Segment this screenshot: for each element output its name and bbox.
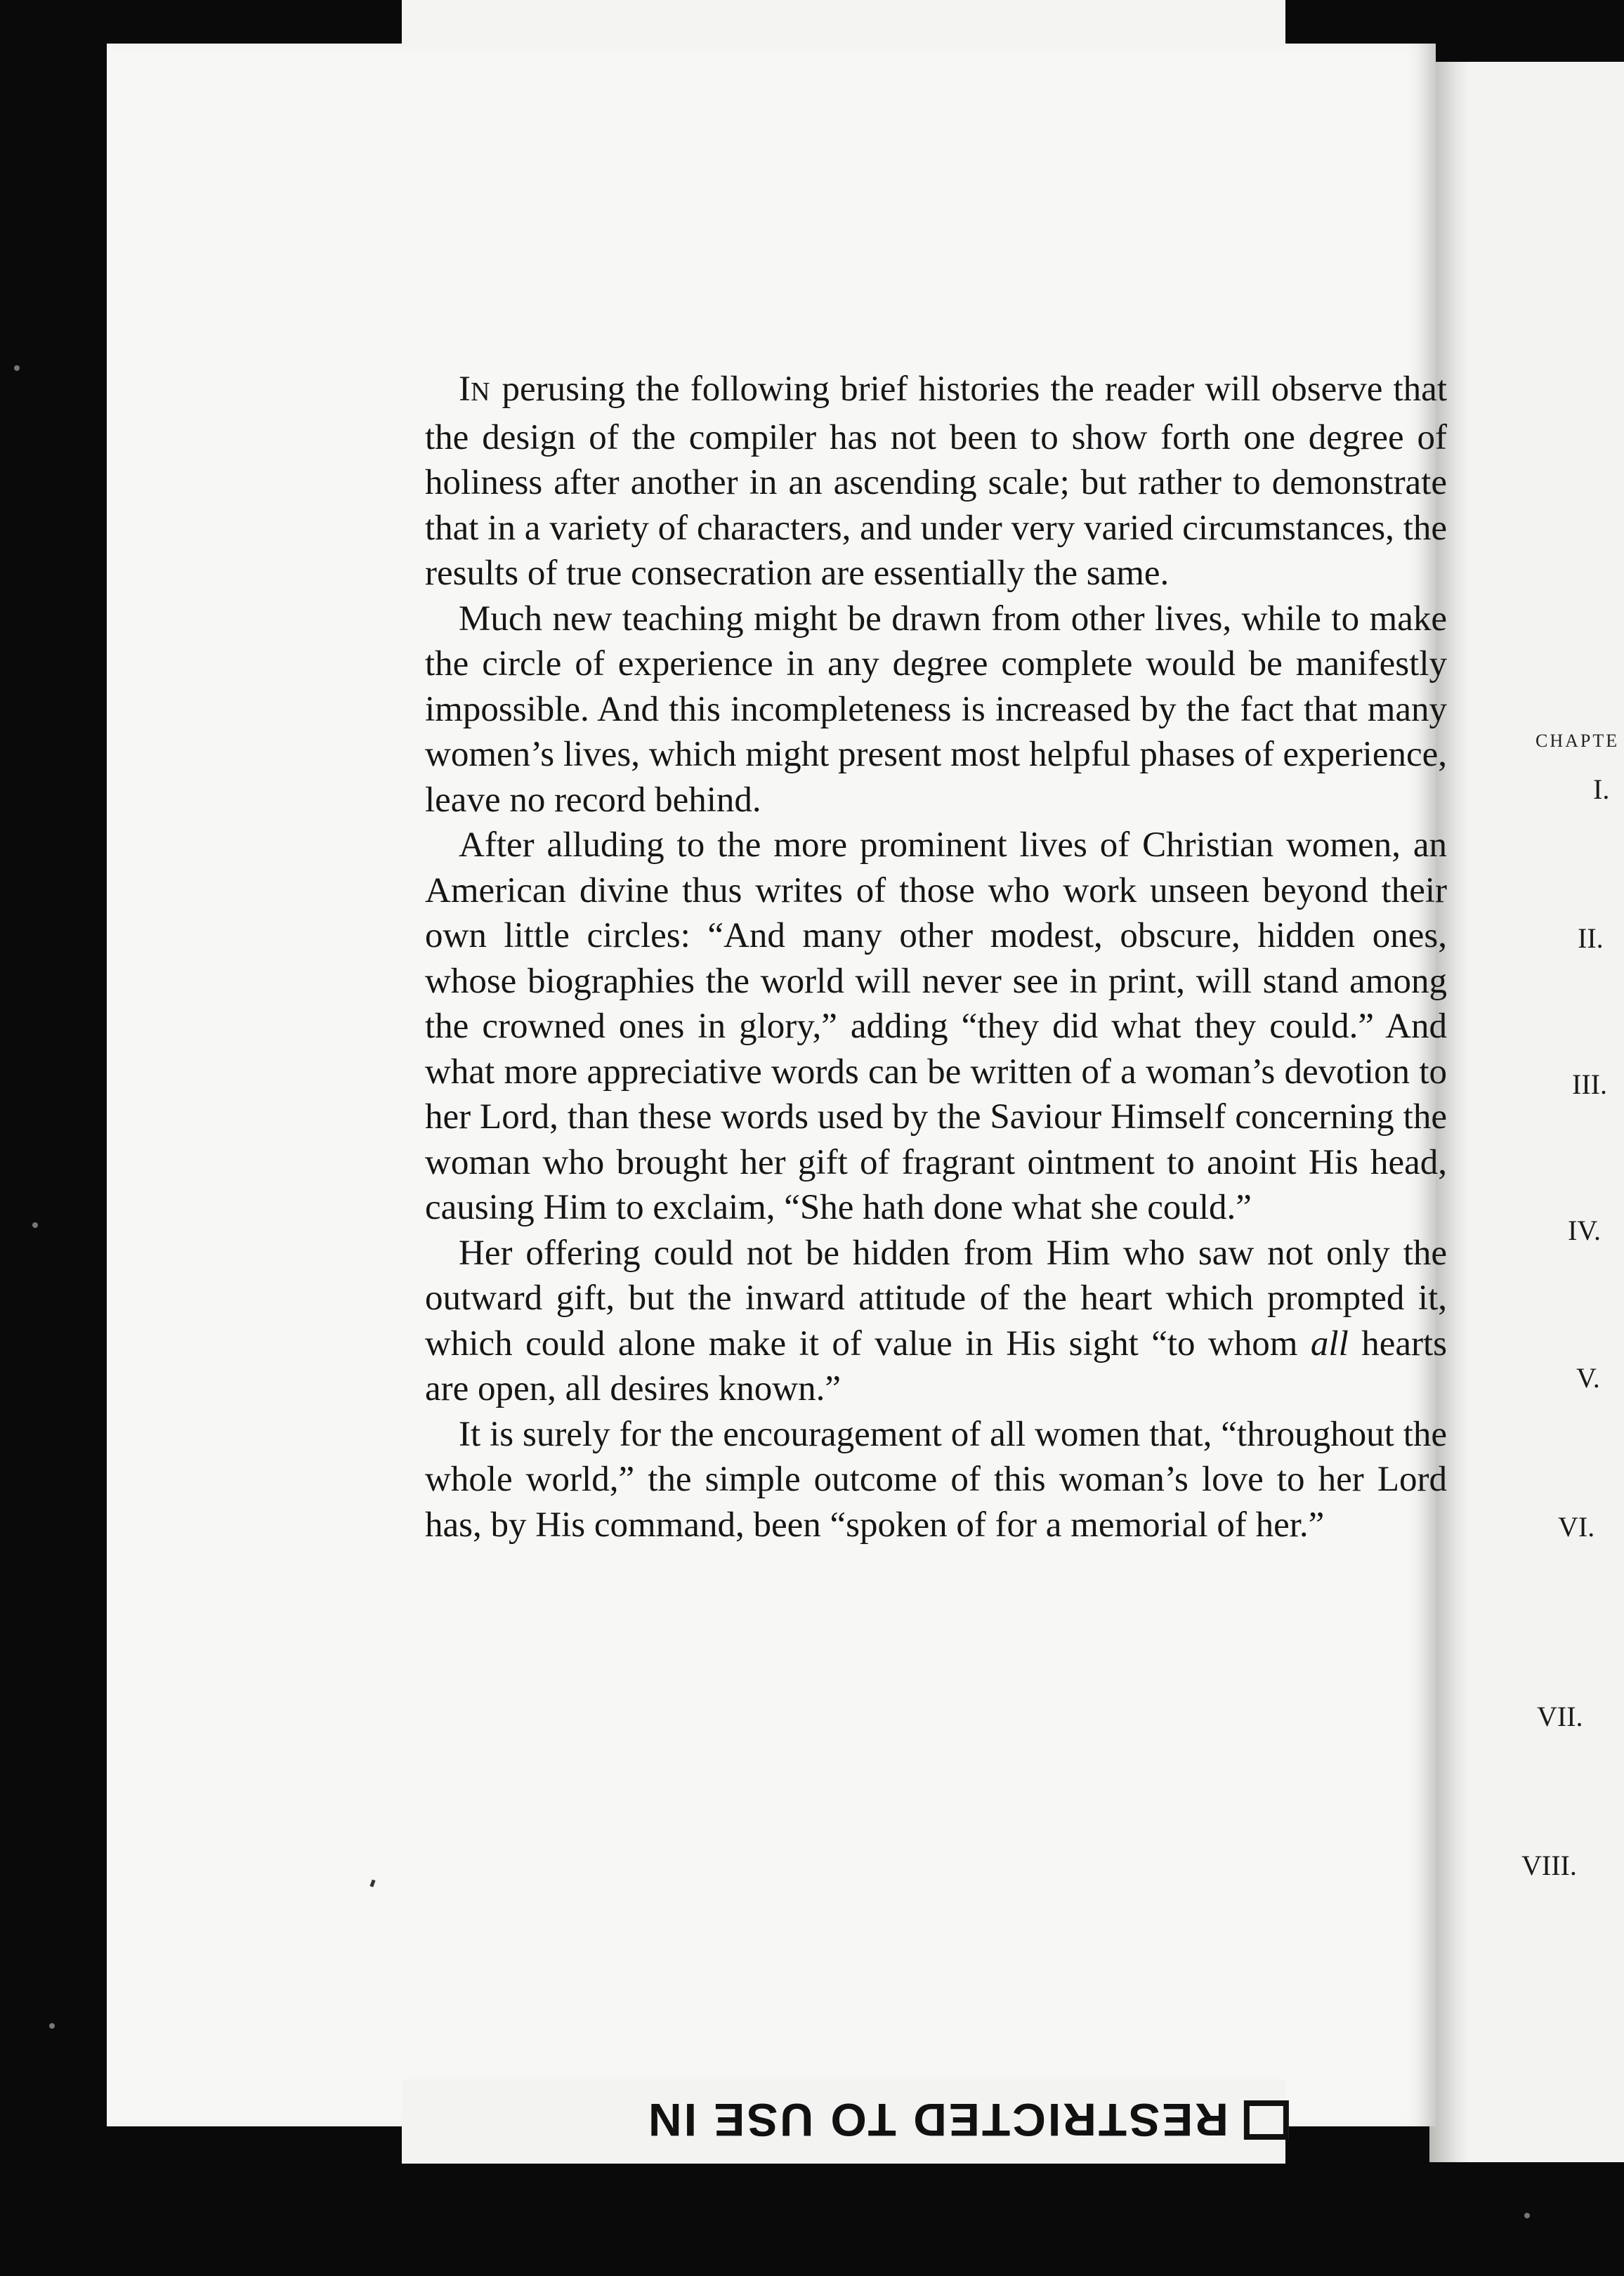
paragraph bbox=[425, 1412, 1447, 1548]
restricted-stamp bbox=[646, 2092, 1289, 2148]
speck bbox=[32, 1222, 38, 1228]
paragraph bbox=[425, 1231, 1447, 1412]
text-run: Much new teaching might be drawn from other lives, while to make the circle of experience in any degree complete would be manifestly impossible. And this incompleteness is increased by the fact that many women’s lives, which might present most helpful phases of experience, leave no record behind. bbox=[425, 599, 1447, 820]
text-run: Her offering could not be hidden from Him who saw not only the outward gift, but the inward attitude of the heart which prompted it, which could alone make it of value in His sight “to whom bbox=[425, 1233, 1447, 1363]
stamp-text: RESTRICTED TO USE IN bbox=[646, 2094, 1229, 2146]
speck bbox=[1524, 2213, 1530, 2218]
paragraph bbox=[425, 596, 1447, 823]
text-run: hearts are open, all desires known.” bbox=[425, 1323, 1447, 1408]
chapter-number: III. bbox=[1572, 1068, 1607, 1100]
chapter-number: VIII. bbox=[1521, 1850, 1577, 1881]
adjacent-page bbox=[1429, 62, 1624, 2162]
stamp-box-icon bbox=[1244, 2100, 1289, 2140]
paragraph bbox=[425, 823, 1447, 1231]
preface-text bbox=[425, 367, 1447, 1548]
book-page bbox=[107, 44, 1447, 2126]
text-run: It is surely for the encouragement of all women that, “throughout the whole world,” the simple outcome of this woman’s love to her Lord has, by His command, been “spoken of for a memorial of her.” bbox=[425, 1414, 1447, 1545]
chapter-heading: CHAPTE bbox=[1535, 731, 1620, 751]
paragraph bbox=[425, 367, 1447, 596]
chapter-number: V. bbox=[1576, 1362, 1600, 1394]
chapter-number: VI. bbox=[1558, 1511, 1595, 1543]
opening-word: IN bbox=[459, 369, 492, 409]
chapter-number: I. bbox=[1593, 773, 1610, 805]
italic-word: all bbox=[1310, 1323, 1349, 1363]
text-run: perusing the following brief histories the reader will observe that the design of the compiler has not been to show forth one degree of holiness after another in an ascending scale; but rather to demonstrate that in a variety of characters, and under very varied circumstances, the results of true consecration are essentially the same. bbox=[425, 369, 1447, 593]
chapter-number: II. bbox=[1578, 922, 1604, 954]
chapter-number: VII. bbox=[1537, 1701, 1583, 1732]
speck bbox=[14, 365, 20, 371]
text-run: After alluding to the more prominent lives of Christian women, an American divine thus writes of those who work unseen beyond their own little circles: “And many other modest, obscure, hidden ones, whose biographies the world will never see in print, will stand among the crowned ones in glory,” adding “they did what they could.” And what more appreciative words can be written of a woman’s devotion to her Lord, than these words used by the Saviour Himself concerning the woman who brought her gift of fragrant ointment to anoint His head, causing Him to exclaim, “She hath done what she could.” bbox=[425, 825, 1447, 1227]
chapter-number: IV. bbox=[1568, 1215, 1602, 1246]
speck bbox=[49, 2023, 55, 2029]
